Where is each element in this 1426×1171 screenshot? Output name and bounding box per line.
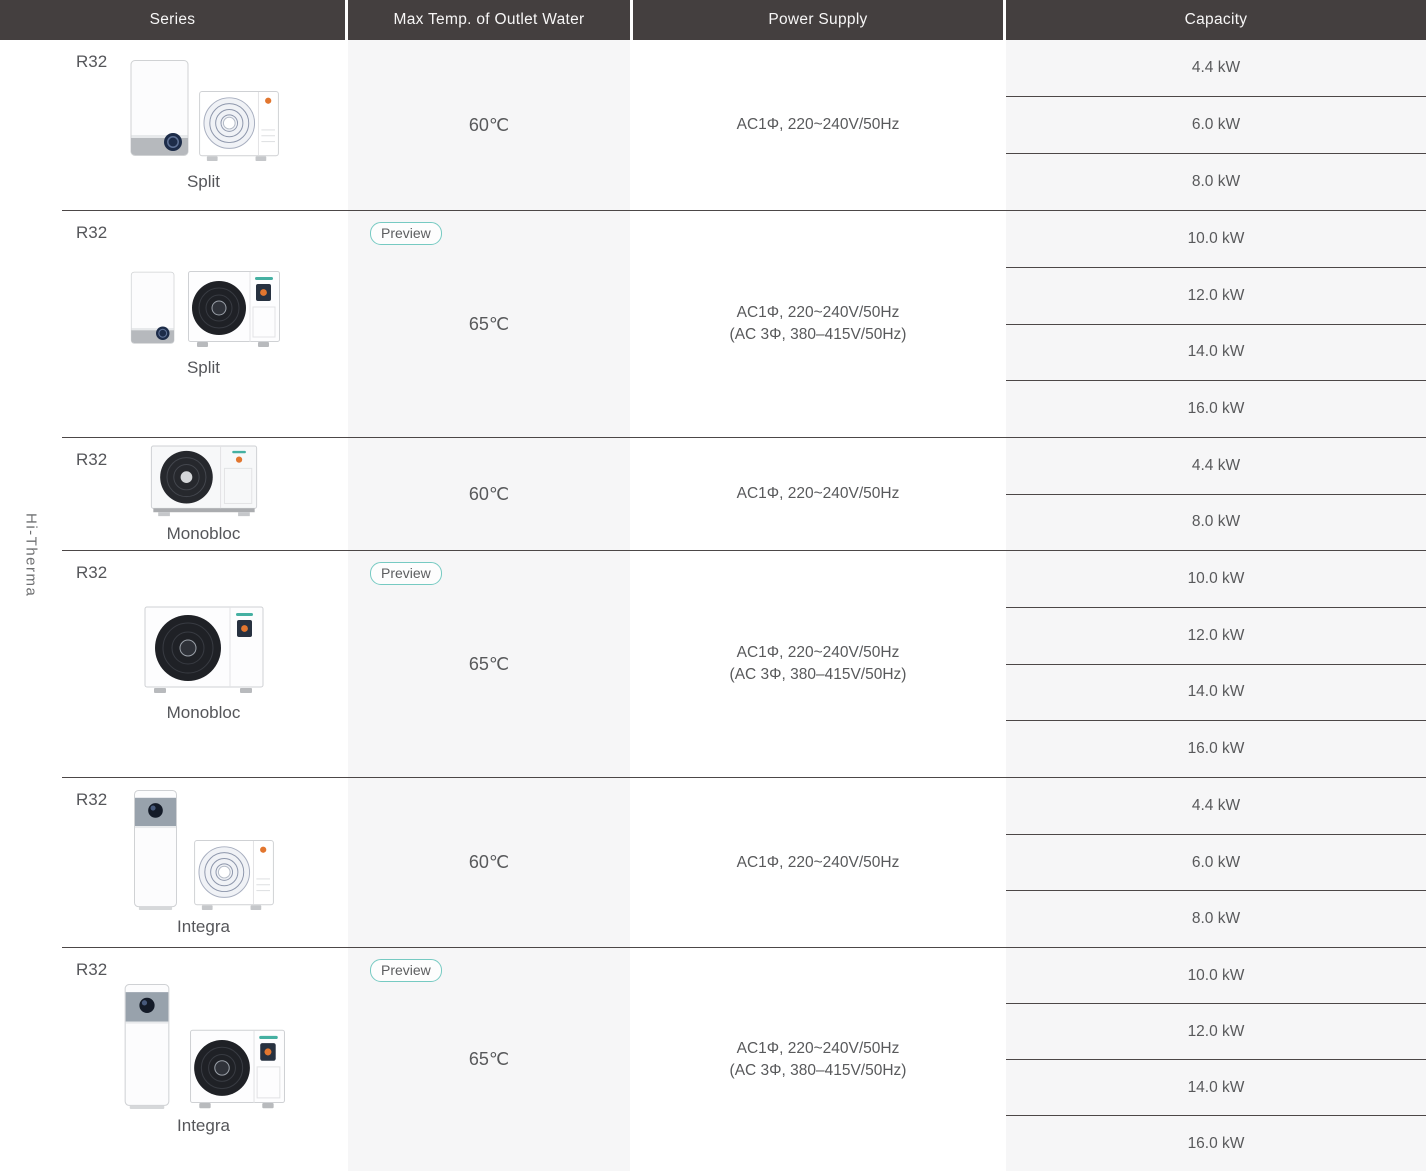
capacity-value: 8.0 kW xyxy=(1006,494,1426,551)
capacity-value: 4.4 kW xyxy=(1191,456,1241,474)
max-temp-cell xyxy=(348,948,630,1171)
capacity-value: 14.0 kW xyxy=(1006,1059,1426,1115)
series-name-label: Monobloc xyxy=(166,523,241,543)
max-temp-value: 60℃ xyxy=(468,852,510,872)
integra-product-image xyxy=(133,789,274,912)
table-row xyxy=(62,777,1426,947)
max-temp-value: 65℃ xyxy=(468,653,510,674)
capacity-value: 4.4 kW xyxy=(1191,59,1241,76)
capacity-value: 14.0 kW xyxy=(1006,664,1426,721)
hi-therma-side-rail xyxy=(0,40,62,1171)
capacity-value: 4.4 kW xyxy=(1191,796,1241,814)
capacity-value: 10.0 kW xyxy=(1187,229,1245,247)
capacity-cell xyxy=(1006,551,1426,777)
capacity-value: 16.0 kW xyxy=(1006,720,1426,777)
table-header xyxy=(0,0,1426,40)
capacity-cell xyxy=(1006,778,1426,947)
power-supply-line: (AC 3Φ, 380–415V/50Hz) xyxy=(729,1061,907,1079)
capacity-value: 16.0 kW xyxy=(1006,1115,1426,1171)
refrigerant-label: R32 xyxy=(76,563,108,582)
table-row xyxy=(62,210,1426,437)
capacity-value: 10.0 kW xyxy=(1187,569,1245,587)
power-supply-cell xyxy=(633,211,1003,437)
refrigerant-label: R32 xyxy=(76,450,108,469)
hydrobox-indoor-unit-image xyxy=(129,59,191,163)
max-temp-cell xyxy=(348,551,630,777)
power-supply-cell xyxy=(633,551,1003,777)
series-cell xyxy=(62,948,345,1171)
header-cell-max-temp: Max Temp. of Outlet Water xyxy=(348,0,630,40)
power-supply-line: AC1Φ, 220~240V/50Hz xyxy=(736,853,900,871)
monobloc-unit-image xyxy=(144,606,264,694)
capacity-value: 14.0 kW xyxy=(1006,324,1426,381)
integra-product-image xyxy=(122,983,285,1111)
series-name-label: Split xyxy=(186,171,221,191)
power-supply-line: AC1Φ, 220~240V/50Hz xyxy=(736,485,900,503)
series-cell xyxy=(62,211,345,437)
refrigerant-label: R32 xyxy=(76,960,108,979)
split-product-image xyxy=(129,59,279,163)
hi-therma-vertical-label: Hi-Therma xyxy=(22,513,40,598)
capacity-value: 8.0 kW xyxy=(1006,890,1426,947)
max-temp-cell xyxy=(348,438,630,550)
power-supply-line: (AC 3Φ, 380–415V/50Hz) xyxy=(729,326,907,343)
preview-badge: Preview xyxy=(370,959,442,982)
capacity-value: 8.0 kW xyxy=(1006,153,1426,210)
series-name-label: Integra xyxy=(177,916,230,936)
power-supply-line: AC1Φ, 220~240V/50Hz xyxy=(736,304,900,322)
monobloc-product-image xyxy=(144,606,264,694)
power-supply-cell xyxy=(633,948,1003,1171)
capacity-value: 10.0 kW xyxy=(1187,966,1245,984)
power-supply-line: (AC 3Φ, 380–415V/50Hz) xyxy=(729,666,907,683)
outdoor-unit-image xyxy=(199,91,279,163)
series-cell xyxy=(62,40,345,210)
power-supply-line: AC1Φ, 220~240V/50Hz xyxy=(736,1039,900,1057)
capacity-cell xyxy=(1006,438,1426,550)
table-row xyxy=(62,40,1426,210)
capacity-cell xyxy=(1006,211,1426,437)
capacity-value: 6.0 kW xyxy=(1006,96,1426,153)
refrigerant-label: R32 xyxy=(76,52,108,71)
series-name-label: Integra xyxy=(177,1116,230,1135)
power-supply-line: AC1Φ, 220~240V/50Hz xyxy=(736,116,900,134)
max-temp-value: 60℃ xyxy=(468,483,510,504)
series-cell xyxy=(62,551,345,777)
monobloc-unit-image xyxy=(150,445,258,521)
refrigerant-label: R32 xyxy=(76,223,108,242)
header-cell-power-supply: Power Supply xyxy=(633,0,1003,40)
power-supply-cell xyxy=(633,40,1003,210)
monobloc-product-image xyxy=(150,445,258,521)
series-name-label: Split xyxy=(186,357,221,377)
capacity-value: 6.0 kW xyxy=(1006,834,1426,891)
capacity-value: 12.0 kW xyxy=(1006,607,1426,664)
max-temp-cell xyxy=(348,778,630,947)
outdoor-unit-image xyxy=(190,1029,285,1111)
max-temp-value: 65℃ xyxy=(468,1049,510,1069)
preview-badge: Preview xyxy=(370,222,442,245)
max-temp-value: 60℃ xyxy=(468,114,510,135)
header-cell-capacity: Capacity xyxy=(1006,0,1426,40)
series-cell xyxy=(62,778,345,947)
max-temp-value: 65℃ xyxy=(468,313,510,334)
table-row xyxy=(62,437,1426,550)
integra-tower-unit-image xyxy=(133,789,178,912)
header-cell-series: Series xyxy=(0,0,345,40)
capacity-cell xyxy=(1006,40,1426,210)
hydrobox-indoor-unit-image xyxy=(128,271,178,349)
table-row xyxy=(62,550,1426,777)
refrigerant-label: R32 xyxy=(76,790,108,809)
outdoor-unit-image xyxy=(194,840,274,912)
capacity-value: 12.0 kW xyxy=(1006,267,1426,324)
capacity-value: 16.0 kW xyxy=(1006,380,1426,437)
split-product-image xyxy=(128,271,280,349)
capacity-value: 12.0 kW xyxy=(1006,1003,1426,1059)
series-cell xyxy=(62,438,345,550)
table-row xyxy=(62,947,1426,1171)
power-supply-cell xyxy=(633,438,1003,550)
preview-badge: Preview xyxy=(370,562,442,585)
series-name-label: Monobloc xyxy=(166,702,241,722)
power-supply-cell xyxy=(633,778,1003,947)
max-temp-cell xyxy=(348,211,630,437)
integra-tower-unit-image xyxy=(122,983,172,1111)
capacity-cell xyxy=(1006,948,1426,1171)
max-temp-cell xyxy=(348,40,630,210)
power-supply-line: AC1Φ, 220~240V/50Hz xyxy=(736,644,900,662)
outdoor-unit-image xyxy=(188,271,280,349)
